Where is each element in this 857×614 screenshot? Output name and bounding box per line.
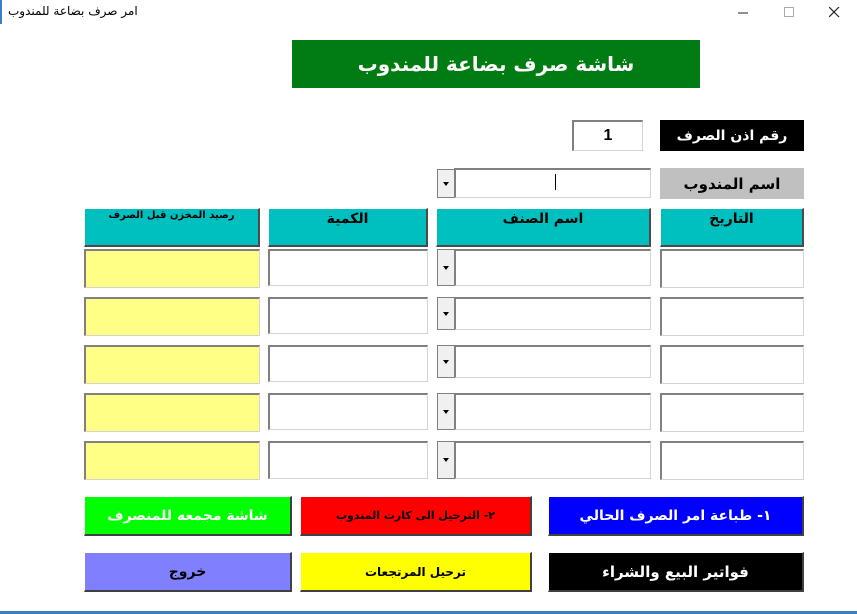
close-icon <box>829 7 840 18</box>
row3-date-field[interactable] <box>660 345 804 384</box>
row1-quantity-field[interactable] <box>268 249 428 286</box>
maximize-button[interactable] <box>766 0 812 24</box>
row1-stock-field[interactable] <box>84 249 260 288</box>
row5-quantity-field[interactable] <box>268 441 428 479</box>
post-to-card-button[interactable]: ٢- الترحيل الى كارت المندوب <box>300 496 532 536</box>
text-caret <box>555 174 556 190</box>
row4-item-combo[interactable] <box>454 393 651 430</box>
maximize-icon <box>784 7 795 18</box>
header-date: التاريخ <box>660 208 804 247</box>
window-title: امر صرف بضاعة للمندوب <box>8 4 138 18</box>
row4-item-dropdown-button[interactable] <box>437 393 455 430</box>
doc-number-field[interactable]: 1 <box>572 120 643 151</box>
close-button[interactable] <box>811 0 857 24</box>
chevron-down-icon <box>443 360 449 364</box>
rep-name-dropdown-button[interactable] <box>437 169 455 198</box>
chevron-down-icon <box>443 458 449 462</box>
chevron-down-icon <box>443 410 449 414</box>
row2-quantity-field[interactable] <box>268 297 428 334</box>
row1-date-field[interactable] <box>660 249 804 288</box>
row3-item-dropdown-button[interactable] <box>437 345 455 378</box>
row4-quantity-field[interactable] <box>268 393 428 430</box>
minimize-icon <box>738 7 749 18</box>
row3-item-combo[interactable] <box>454 345 651 378</box>
chevron-down-icon <box>443 266 449 270</box>
row4-stock-field[interactable] <box>84 393 260 432</box>
header-stock-before: رصيد المخزن قبل الصرف <box>84 208 260 247</box>
row1-item-dropdown-button[interactable] <box>437 249 455 286</box>
row2-date-field[interactable] <box>660 297 804 336</box>
header-item-name: اسم الصنف <box>436 208 651 247</box>
row5-stock-field[interactable] <box>84 441 260 480</box>
row4-date-field[interactable] <box>660 393 804 432</box>
row3-stock-field[interactable] <box>84 345 260 384</box>
row5-item-dropdown-button[interactable] <box>437 441 455 479</box>
row2-item-dropdown-button[interactable] <box>437 297 455 330</box>
row2-item-combo[interactable] <box>454 297 651 330</box>
rep-name-label: اسم المندوب <box>660 168 804 199</box>
row5-item-combo[interactable] <box>454 441 651 479</box>
doc-number-label: رقم اذن الصرف <box>660 120 804 151</box>
minimize-button[interactable] <box>720 0 766 24</box>
window-titlebar <box>0 0 857 24</box>
post-returns-button[interactable]: ترحيل المرتجعات <box>300 552 532 592</box>
row2-stock-field[interactable] <box>84 297 260 336</box>
exit-button[interactable]: خروج <box>84 552 292 592</box>
invoices-button[interactable]: فواتير البيع والشراء <box>548 552 804 592</box>
row1-item-combo[interactable] <box>454 249 651 286</box>
chevron-down-icon <box>443 312 449 316</box>
print-current-button[interactable]: ١- طباعة امر الصرف الحالي <box>548 496 804 536</box>
rep-name-combo[interactable] <box>454 168 651 198</box>
header-quantity: الكمية <box>268 208 428 247</box>
aggregate-screen-button[interactable]: شاشة مجمعه للمنصرف <box>84 496 292 536</box>
row5-date-field[interactable] <box>660 441 804 480</box>
screen-title-banner: شاشة صرف بضاعة للمندوب <box>292 40 700 88</box>
chevron-down-icon <box>443 182 449 186</box>
row3-quantity-field[interactable] <box>268 345 428 382</box>
